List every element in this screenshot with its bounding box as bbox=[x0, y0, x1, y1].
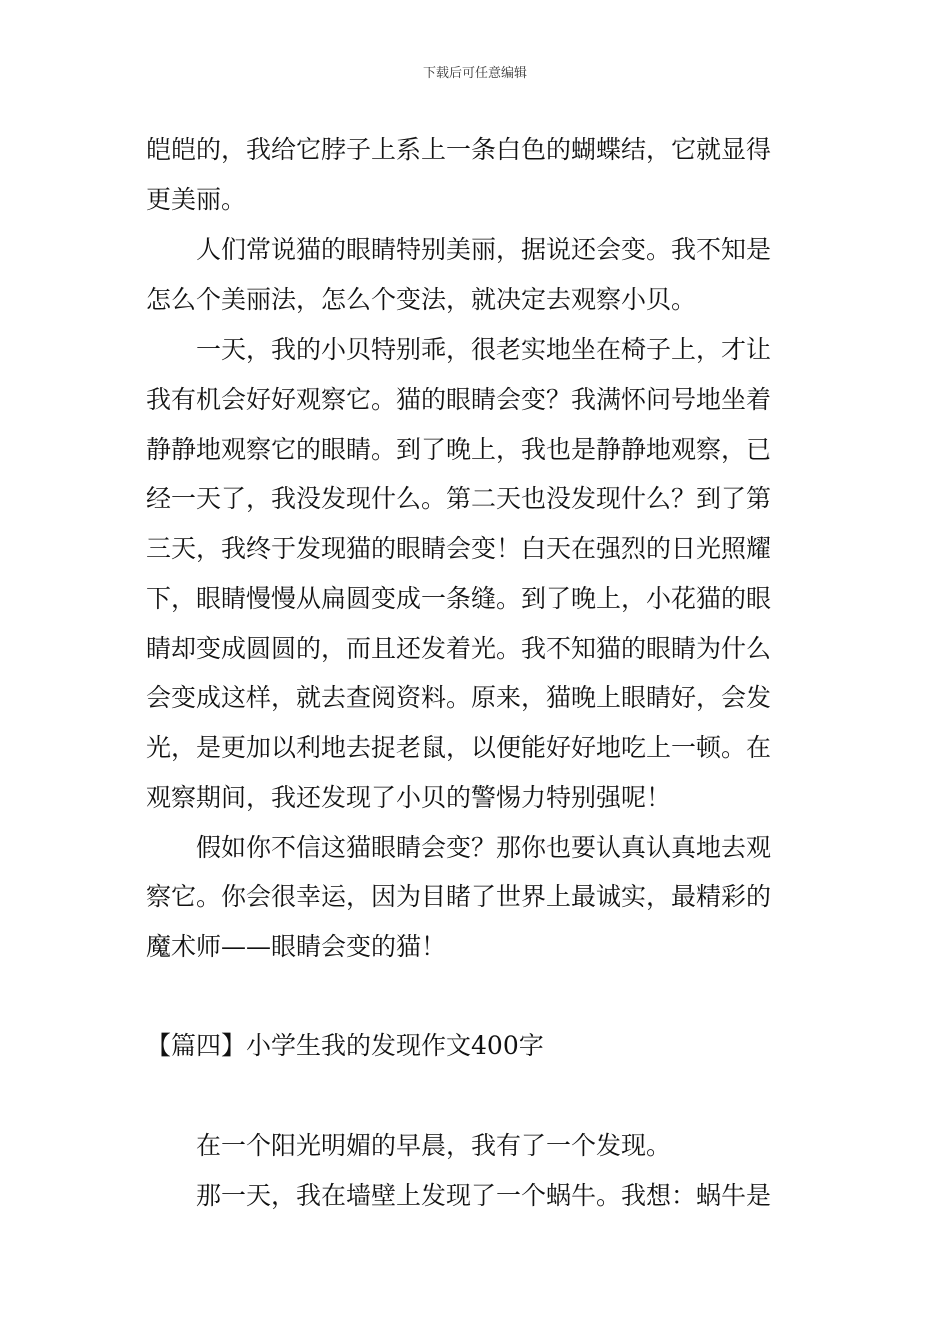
text-line: 皑皑的，我给它脖子上系上一条白色的蝴蝶结，它就显得 bbox=[146, 135, 772, 164]
text-line: 在一个阳光明媚的早晨，我有了一个发现。 bbox=[196, 1131, 672, 1160]
text-line: 经一天了，我没发现什么。第二天也没发现什么？到了第 bbox=[146, 484, 772, 513]
text-line: 那一天，我在墙壁上发现了一个蜗牛。我想：蜗牛是 bbox=[196, 1181, 772, 1210]
text-line: 光，是更加以利地去捉老鼠，以便能好好地吃上一顿。在 bbox=[146, 733, 772, 762]
text-line: 人们常说猫的眼睛特别美丽，据说还会变。我不知是 bbox=[196, 235, 772, 264]
text-line: 更美丽。 bbox=[146, 185, 247, 214]
text-line: 观察期间，我还发现了小贝的警惕力特别强呢！ bbox=[146, 783, 672, 812]
text-line: 下，眼睛慢慢从扁圆变成一条缝。到了晚上，小花猫的眼 bbox=[146, 584, 772, 613]
text-line: 我有机会好好观察它。猫的眼睛会变？我满怀问号地坐着 bbox=[146, 385, 772, 414]
text-line: 假如你不信这猫眼睛会变？那你也要认真认真地去观 bbox=[196, 833, 772, 862]
text-line: 睛却变成圆圆的，而且还发着光。我不知猫的眼睛为什么 bbox=[146, 634, 772, 663]
section-heading: 【篇四】小学生我的发现作文400字 bbox=[146, 1031, 544, 1060]
text-line: 一天，我的小贝特别乖，很老实地坐在椅子上，才让 bbox=[196, 335, 772, 364]
text-line: 怎么个美丽法，怎么个变法，就决定去观察小贝。 bbox=[146, 285, 697, 314]
page-header: 下载后可任意编辑 bbox=[422, 66, 527, 81]
text-line: 会变成这样，就去查阅资料。原来，猫晚上眼睛好，会发 bbox=[146, 683, 772, 712]
text-line: 察它。你会很幸运，因为目睹了世界上最诚实，最精彩的 bbox=[146, 882, 772, 911]
text-line: 静静地观察它的眼睛。到了晚上，我也是静静地观察，已 bbox=[146, 435, 772, 464]
text-line: 三天，我终于发现猫的眼睛会变！白天在强烈的日光照耀 bbox=[146, 534, 772, 563]
text-line: 魔术师——眼睛会变的猫！ bbox=[146, 932, 447, 961]
